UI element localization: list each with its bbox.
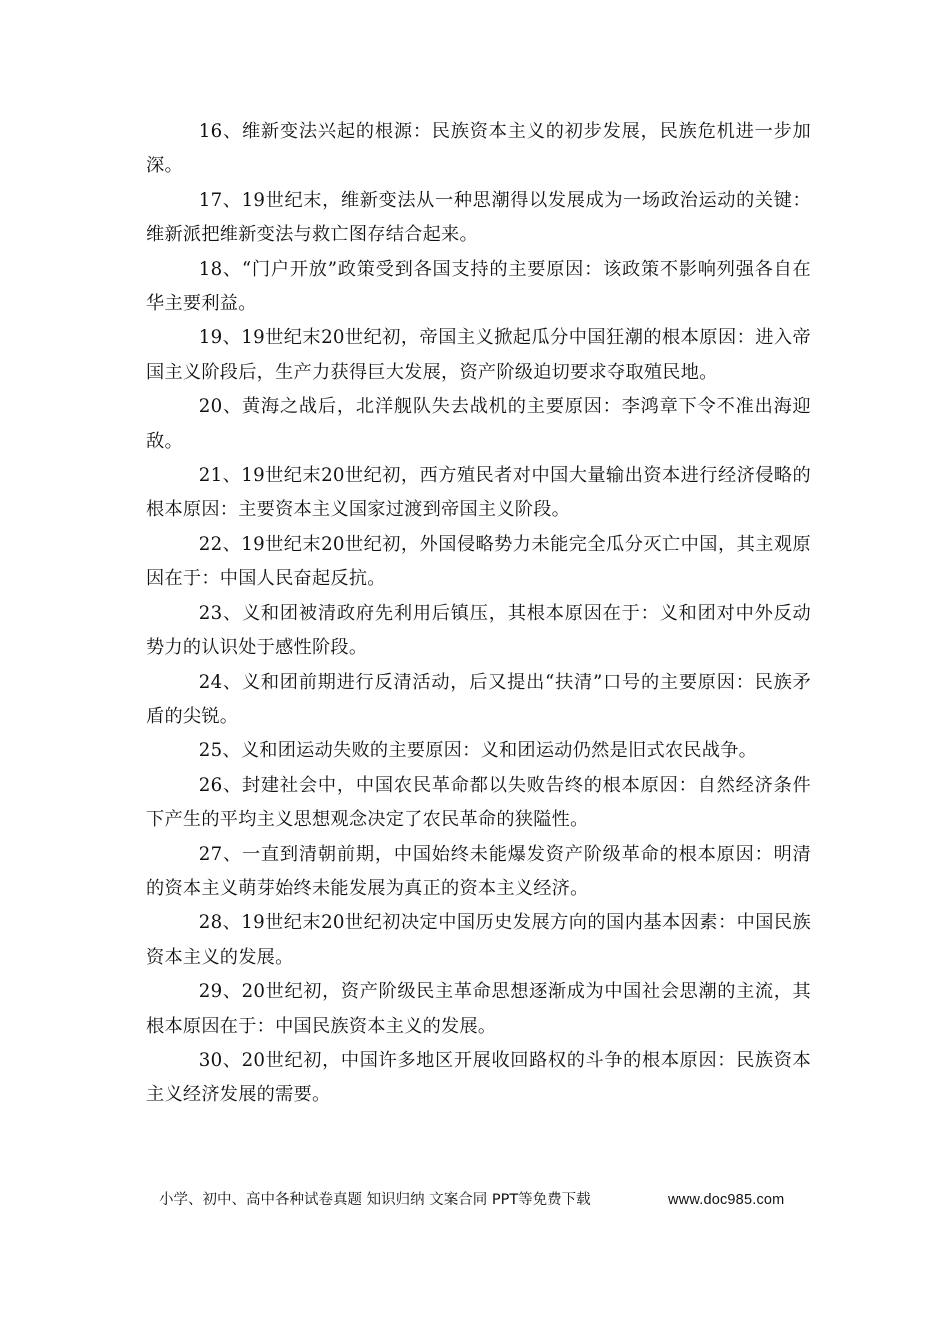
paragraph-18: 18、“门户开放”政策受到各国支持的主要原因：该政策不影响列强各自在华主要利益。 — [146, 258, 811, 315]
paragraph-22: 22、19世纪末20世纪初，外国侵略势力未能完全瓜分灭亡中国，其主观原因在于：中国人民奋起反抗。 — [146, 533, 811, 590]
paragraph-28: 28、19世纪末20世纪初决定中国历史发展方向的国内基本因素：中国民族资本主义的发展。 — [146, 912, 811, 968]
paragraph-27: 27、一直到清朝前期，中国始终未能爆发资产阶级革命的根本原因：明清的资本主义萌芽始终未能发展为真正的资本主义经济。 — [146, 843, 811, 899]
paragraph-24: 24、义和团前期进行反清活动，后又提出“扶清”口号的主要原因：民族矛盾的尖锐。 — [146, 671, 811, 727]
footer-text: 小学、初中、高中各种试卷真题 知识归纳 文案合同 PPT等免费下载 — [159, 1192, 591, 1208]
paragraph-16: 16、维新变法兴起的根源：民族资本主义的初步发展，民族危机进一步加深。 — [146, 121, 811, 177]
paragraph-21: 21、19世纪末20世纪初，西方殖民者对中国大量输出资本进行经济侵略的根本原因：主要资本主义国家过渡到帝国主义阶段。 — [146, 465, 811, 521]
paragraph-23: 23、义和团被清政府先利用后镇压，其根本原因在于：义和团对中外反动势力的认识处于感性阶段。 — [146, 602, 811, 659]
paragraph-17: 17、19世纪末，维新变法从一种思潮得以发展成为一场政治运动的关键：维新派把维新变法与救亡图存结合起来。 — [146, 189, 811, 246]
paragraph-25: 25、义和团运动失败的主要原因：义和团运动仍然是旧式农民战争。 — [198, 740, 758, 762]
paragraph-26: 26、封建社会中，中国农民革命都以失败告终的根本原因：自然经济条件下产生的平均主义思想观念决定了农民革命的狭隘性。 — [146, 774, 811, 831]
paragraph-30: 30、20世纪初，中国许多地区开展收回路权的斗争的根本原因：民族资本主义经济发展的需要。 — [146, 1049, 811, 1106]
page-footer — [159, 1189, 859, 1211]
paragraph-29: 29、20世纪初，资产阶级民主革命思想逐渐成为中国社会思潮的主流，其根本原因在于：中国民族资本主义的发展。 — [146, 981, 811, 1037]
paragraph-20: 20、黄海之战后，北洋舰队失去战机的主要原因：李鸿章下令不准出海迎敌。 — [146, 396, 811, 452]
footer-url: www.doc985.com — [668, 1192, 785, 1208]
document-body — [146, 115, 811, 1113]
paragraph-19: 19、19世纪末20世纪初，帝国主义掀起瓜分中国狂潮的根本原因：进入帝国主义阶段后，生产力获得巨大发展，资产阶级迫切要求夺取殖民地。 — [146, 327, 811, 383]
